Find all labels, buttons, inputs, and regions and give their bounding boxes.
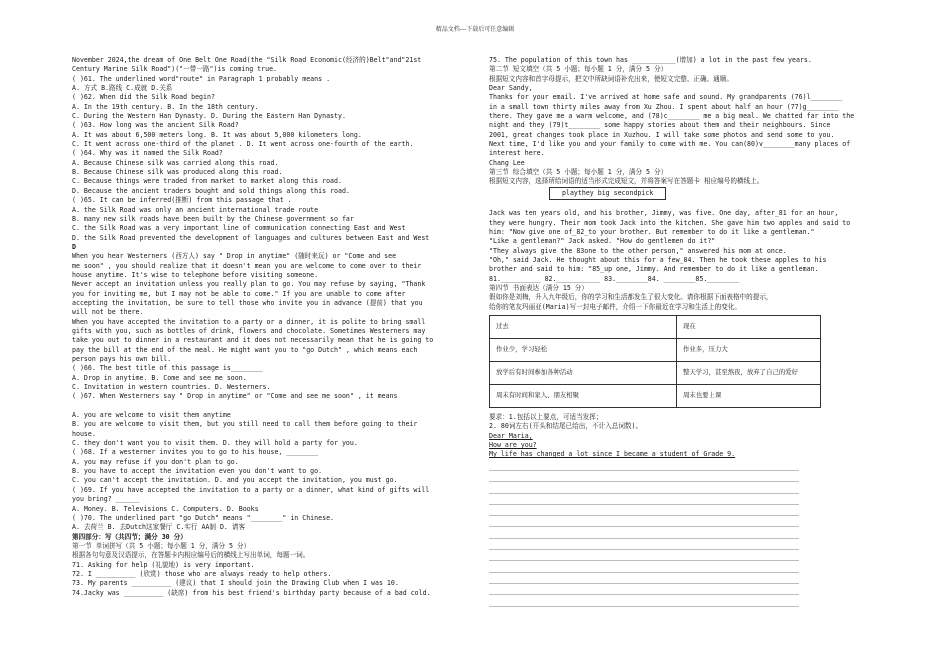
text-line: ( )65. It can be inferred(推断) from this passage that .: [72, 196, 292, 205]
text-line: Jack was ten years old, and his brother, Jimmy, was five. One day, after_81 for an hour,: [489, 209, 839, 218]
left-column: [72, 56, 455, 598]
text-line: 根据短文内容，选择所给词语的适当形式完成短文，并将答案写在答题卡 相应编号的横线上。: [489, 177, 764, 186]
text-line: 假如你是刘梅，升入九年级后，你的学习和生活都发生了很大变化。请你根据下面表格中的提示，: [489, 293, 773, 302]
text-line: interest here.: [489, 149, 545, 158]
table-row: [490, 384, 821, 407]
table-row: [490, 338, 821, 361]
writing-line[interactable]: [489, 516, 799, 527]
table-row: [490, 361, 821, 384]
text-line: will not be there.: [72, 308, 144, 317]
text-line: accepting the invitation, be sure to tell those who invite you in advance (提前) that you: [72, 298, 423, 307]
text-line: Next time, I'd like you and your family to come with me. You can(80)v________many places of: [489, 140, 851, 149]
text-line: "Oh," said Jack. He thought about this for a few_84. Then he took these apples to his: [489, 255, 827, 264]
text-line: there. They gave me a warm welcome, and (78)c________ me a big meal. We chatted far into the: [489, 112, 855, 121]
text-line: Dear Sandy,: [489, 84, 533, 93]
text-line: B. Because Chinese silk was produced along this road.: [72, 168, 283, 177]
right-column: [489, 56, 874, 607]
table-row: [490, 315, 821, 338]
table-cell: 整天学习，甚至熬夜，放弃了自己的爱好: [677, 361, 821, 384]
text-line: Chang Lee: [489, 158, 525, 167]
text-line: night and they (79)t________ some happy stories about them and their neighbours. Since: [489, 121, 831, 130]
writing-line[interactable]: [489, 471, 799, 482]
writing-line[interactable]: [489, 482, 799, 493]
table-cell: 现在: [677, 315, 821, 338]
writing-line[interactable]: [489, 573, 799, 584]
text-line: 2. 80词左右(开头和结尾已给出，不计入总词数)。: [489, 422, 643, 431]
text-line: D: [72, 242, 76, 251]
text-line: A. It was about 6,500 meters long. B. It was about 5,000 kilometers long.: [72, 130, 362, 139]
text-line: A. In the 19th century. B. In the 18th century.: [72, 102, 259, 111]
text-line: A. Because Chinese silk was carried along this road.: [72, 158, 279, 167]
text-line: 第三节 综合填空（共 5 小题；每小题 1 分，满分 5 分）: [489, 168, 668, 177]
text-line: C. Because things were traded from market to market along this road.: [72, 177, 342, 186]
text-line: ( )68. If a westerner invites you to go to his house, ________: [72, 448, 319, 457]
text-line: ( )64. Why was it named the Silk Road?: [72, 149, 223, 158]
text-line: C. they don't want you to visit them. D. they will hold a party for you.: [72, 439, 358, 448]
text-line: B. you have to accept the invitation even you don't want to go.: [72, 467, 323, 476]
text-line: A. Drop in anytime. B. Come and see me soon.: [72, 373, 247, 382]
writing-lines: [489, 460, 874, 607]
writing-prompt: [489, 413, 874, 460]
writing-line[interactable]: [489, 505, 799, 516]
text-line: house anytime. It's wise to telephone before visiting someone.: [72, 270, 319, 279]
text-line: D. the Silk Road prevented the development of languages and cultures between East and West: [72, 233, 430, 242]
text-line: ( )66. The best title of this passage is________: [72, 364, 263, 373]
text-line: A. 方式 B.路线 C.成就 D.关系: [72, 84, 173, 93]
text-line: [72, 402, 455, 411]
text-line: person pays his own bill.: [72, 355, 172, 363]
text-line: 第四部分：写（共四节；满分 30 分）: [72, 532, 187, 541]
text-line: A. you may refuse if you don't plan to go.: [72, 457, 239, 466]
text-line: Century Marine Silk Road")("一带一路")is coming true.: [72, 65, 278, 74]
text-line: C. It went across one-third of the planet . D. It went across one-fourth of the earth.: [72, 140, 414, 149]
text-line: B. many new silk roads have been built by the Chinese government so far: [72, 214, 354, 223]
text-line: Dear Maria,: [489, 431, 533, 440]
text-line: "Like a gentleman?" Jack asked. "How do gentlemen do it?": [489, 237, 716, 246]
text-line: 第一节 单词拼写（共 5 小题；每小题 1 分，满分 5 分）: [72, 541, 251, 550]
writing-line[interactable]: [489, 527, 799, 538]
table-cell: 周末也要上课: [677, 384, 821, 407]
text-line: ( )69. If you have accepted the invitation to a party or a dinner, what kind of gifts will: [72, 485, 430, 494]
writing-line[interactable]: [489, 595, 799, 606]
word-box: playthey big secondpick: [549, 187, 666, 200]
text-line: ( )61. The underlined word"route" in Paragraph 1 probably means .: [72, 74, 331, 83]
text-line: 75. The population of this town has ___________(增加) a lot in the past few years.: [489, 56, 812, 64]
changes-table: [489, 315, 821, 408]
text-line: 74.Jacky was __________ (缺席) from his best friend's birthday party because of a bad cold.: [72, 588, 431, 597]
writing-line[interactable]: [489, 460, 799, 471]
writing-line[interactable]: [489, 550, 799, 561]
text-line: pay the bill at the end of the meal. He might want you to "go Dutch" , which means each: [72, 345, 418, 354]
table-cell: 放学后有时间参加各种活动: [490, 361, 677, 384]
table-cell: 作业少，学习轻松: [490, 338, 677, 361]
text-line: 71. Asking for help (礼貌地) is very important.: [72, 560, 255, 569]
text-line: Never accept an invitation unless you really plan to go. You may refuse by saying, "Thank: [72, 280, 426, 289]
text-line: 第四节 书面表达（满分 15 分）: [489, 283, 588, 292]
text-line: C. During the Western Han Dynasty. D. During the Eastern Han Dynasty.: [72, 112, 346, 121]
text-line: Thanks for your email. I've arrived at home safe and sound. My grandparents (76)l________: [489, 93, 843, 102]
text-line: C. Invitation in western countries. D. Westerners.: [72, 383, 271, 392]
writing-line[interactable]: [489, 539, 799, 550]
cloze-story: [489, 209, 874, 312]
text-line: C. you can't accept the invitation. D. and you accept the invitation, you must go.: [72, 476, 398, 485]
writing-line[interactable]: [489, 584, 799, 595]
text-line: A. the Silk Road was only an ancient international trade route: [72, 205, 319, 214]
text-line: 要求：1.包括以上要点，可适当发挥；: [489, 412, 603, 421]
text-line: house.: [72, 429, 96, 438]
text-line: My life has changed a lot since I became a student of Grade 9.: [489, 450, 736, 459]
text-line: 给你的笔友玛丽亚(Maria)写一封电子邮件，介绍一下你最近在学习和生活上的变化。: [489, 302, 741, 311]
text-line: How are you?: [489, 440, 537, 449]
spacer: [489, 200, 874, 209]
text-line: A. you are welcome to visit them anytime: [72, 411, 231, 420]
text-line: 第二节 短文填空（共 5 小题；每小题 1 分，满分 5 分）: [489, 65, 668, 74]
text-line: A. Money. B. Televisions C. Computers. D. Books: [72, 504, 259, 513]
text-line: brother and said to him: "85_up one, Jimmy. And remember to do it like a gentleman.: [489, 265, 819, 274]
text-line: in a small town thirty miles away from Xu Zhou. I spent about half an hour (77)g________: [489, 102, 839, 111]
text-line: B. you are welcome to visit them, but you still need to call them before going to their: [72, 420, 418, 429]
text-line: you for inviting me, but I may not be able to come." If you are unable to come after: [72, 289, 406, 298]
text-line: ( )67. When Westerners say " Drop in anytime" or "Come and see me soon" , it means: [72, 392, 398, 401]
text-line: November 2024,the dream of One Belt One Road(the "Silk Road Economic(经济的)Belt"and"21st: [72, 56, 422, 64]
writing-line[interactable]: [489, 561, 799, 572]
right-top-text: [489, 56, 874, 187]
text-line: 根据各句句意及汉语提示，在答题卡内相应编号后的横线上写出单词，每题一词。: [72, 551, 310, 560]
text-line: take you out to dinner in a restaurant and it does not necessarily mean that he is going to: [72, 336, 434, 345]
table-cell: 过去: [490, 315, 677, 338]
table-cell: 作业多，压力大: [677, 338, 821, 361]
text-line: ( )70. The underlined part "go Dutch" means "________" in Chinese.: [72, 513, 335, 522]
text-line: they were hungry. Their mom took Jack into the kitchen. She gave him two apples and said to: [489, 218, 851, 227]
text-line: ( )62. When did the Silk Road begin?: [72, 93, 215, 102]
text-line: "They always give the 83one to the other person," answered his mom at once.: [489, 246, 787, 255]
text-line: me soon" , you should realize that it doesn't mean you are welcome to come over to their: [72, 261, 422, 270]
text-line: A. 去荷兰 B. 去Dutch这家餐厅 C.实行 AA制 D. 请客: [72, 523, 246, 532]
text-line: 73. My parents __________ (建议) that I should join the Drawing Club when I was 10.: [72, 579, 399, 588]
text-line: him: "Now give one of_82_to your brother. But remember to do it like a gentleman.": [489, 227, 815, 236]
text-line: 81.__________ 82.___________ 83.________84. ________85.________: [489, 274, 740, 283]
text-line: you bring? ______: [72, 495, 140, 504]
text-line: C. the Silk Road was a very important line of communication connecting East and West: [72, 224, 406, 233]
text-line: gifts with you, such as bottles of drink, flowers and chocolate. Sometimes Westerners may: [72, 326, 426, 335]
text-line: When you hear Westerners (西方人) say " Drop in anytime" (随时来玩) or "Come and see: [72, 252, 397, 261]
writing-line[interactable]: [489, 494, 799, 505]
page-header: 精品文档---下载后可任意编辑: [435, 26, 515, 33]
text-line: 根据短文内容和首字母提示，把文中所缺词语补充出来，使短文完整、正确、通顺。: [489, 74, 733, 83]
table-cell: 周末有时间和家人、朋友相聚: [490, 384, 677, 407]
text-line: ( )63. How long was the ancient Silk Road?: [72, 121, 239, 130]
text-line: 2001, great changes took place in Xuzhou. I will take some photos and send some to you.: [489, 130, 835, 139]
text-line: When you have accepted the invitation to a party or a dinner, it is polite to bring small: [72, 317, 426, 326]
text-line: 72. I __________ (欣赏) those who are always ready to help others.: [72, 569, 332, 578]
text-line: D. Because the ancient traders bought and sold things along this road.: [72, 186, 350, 195]
